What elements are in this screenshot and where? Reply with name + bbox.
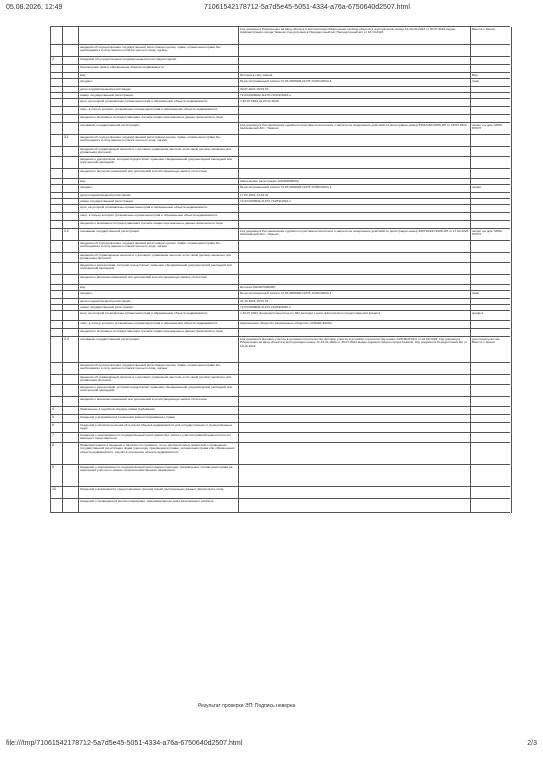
cell-text: [471, 107, 511, 108]
print-page-number: 2/3: [527, 740, 537, 747]
cell-text: [239, 135, 471, 136]
cell-text: [471, 423, 511, 424]
cell-text: [63, 185, 79, 187]
cell-text: предмет:: [80, 185, 93, 189]
cell-text: [471, 285, 511, 286]
cell-text: сведения о возможности предоставления третьим лицам персональных данных физического лица:: [80, 329, 224, 333]
cell-text: с 30.07.2024 по 20.12.2048: [240, 99, 279, 103]
cell-text: прав: [472, 291, 479, 295]
cell-text: [239, 443, 471, 444]
cell-text: [63, 199, 79, 201]
cell-text: запрет на дом 72006, РОСП: [472, 123, 503, 131]
table-cell: [62, 499, 79, 513]
cell-text: Запрещение регистрации (22260006000): [240, 179, 299, 183]
cell-text: срок, на который установлены ограничения прав и обременение объекта недвижимости:: [80, 311, 209, 315]
print-datetime: 05.08.2026, 12:49: [6, 4, 63, 11]
cell-text: Код документа Разрешение на ввод объекта в эксплуатацию Разрешение на ввод объекта в эксплуатацию номер 72-23-01-2024 от 30.07.2024 выдан Администрация города Тюмени; Код документа Передаточный акт Передаточный акт от 18.10.2024: [240, 27, 456, 35]
browser-print-header: [6, 4, 537, 16]
cell-text: [239, 375, 471, 376]
cell-text: прав: [472, 79, 479, 83]
cell-text: № регистрационной записи 72:23:0208002:11276-72/052/2024-1: [240, 185, 332, 189]
cell-text: [239, 499, 471, 500]
cell-text: [239, 423, 471, 424]
cell-text: Код документа Постановление судебного пристава-исполнителя о запрете на совершение действий по регистрации номер 53241/20/72006-ИП от 06.03.2024 Калининский АО г. Тюмени: [240, 123, 467, 131]
cell-text: [63, 433, 79, 435]
cell-text: лицо, в пользу которого установлены ограничения прав и обременение объекта недвижимости:: [80, 213, 219, 217]
cell-text: 3.2: [64, 229, 69, 233]
table-cell: [470, 27, 512, 45]
cell-text: [63, 193, 79, 195]
cell-text: 2: [52, 57, 54, 61]
signature-check-result: Результат проверки ЭП: Подпись неверна: [198, 703, 296, 709]
cell-text: 8: [52, 443, 54, 447]
cell-text: вид:: [80, 73, 87, 77]
cell-text: [239, 115, 471, 116]
cell-text: 3.1: [64, 135, 69, 139]
cell-text: [239, 213, 471, 214]
cell-text: [239, 45, 471, 46]
cell-text: [471, 169, 511, 170]
cell-text: [471, 487, 511, 488]
cell-text: запрет: [472, 185, 482, 189]
cell-text: 72:23:0208002:11276-72/052/2024-1: [240, 199, 291, 203]
cell-text: Заявленные в судебном порядке права требования:: [80, 407, 156, 411]
cell-text: [471, 363, 511, 364]
cell-text: [63, 263, 79, 265]
cell-text: [239, 65, 471, 66]
cell-text: кредита: [472, 311, 484, 315]
cell-text: [239, 157, 471, 158]
cell-text: Сведения об осуществлении государственной регистрации сделки:: [80, 57, 178, 61]
table-row: [50, 26, 510, 45]
cell-text: [471, 193, 511, 194]
cell-text: [471, 385, 511, 386]
cell-text: 3.3: [64, 337, 69, 341]
cell-text: [63, 275, 79, 277]
cell-text: сведения о депозитарии, который осуществляет хранение обездвиженной документарной закладной или электронной закладной:: [80, 385, 233, 393]
table-cell: [78, 499, 239, 513]
table-cell: [78, 465, 239, 487]
cell-text: [239, 407, 471, 408]
cell-text: сведения о депозитарии, который осуществляет хранение обездвиженной документарной закладной или электронной закладной:: [80, 157, 233, 165]
cell-text: сведения об управляющем залогом и о договоре управления залогом, если такой договор заключен для управления ипотекой:: [80, 375, 231, 383]
cell-text: [63, 93, 79, 95]
cell-text: сведения о внесении изменений или дополнений в регистрационную запись об ипотеке:: [80, 169, 208, 173]
cell-text: сведения об управляющем залогом и о договоре управления залогом, если такой договор заключен для управления ипотекой:: [80, 253, 231, 261]
cell-text: [239, 263, 471, 264]
cell-text: сведения о внесении изменений или дополнений в регистрационную запись об ипотеке:: [80, 397, 208, 401]
cell-text: сведения о внесении изменений или дополнений в регистрационную запись об ипотеке:: [80, 275, 208, 279]
cell-text: вид:: [80, 179, 87, 183]
cell-text: [63, 299, 79, 301]
cell-text: [63, 465, 79, 467]
cell-text: [471, 241, 511, 242]
cell-text: дата государственной регистрации:: [80, 87, 132, 91]
cell-text: [63, 107, 79, 109]
cell-text: [239, 57, 471, 58]
table-cell: [470, 465, 512, 487]
cell-text: [471, 299, 511, 300]
cell-text: Правопритязания и сведения о наличии поступивших, но не рассмотренных заявлений о проведении государственной регистрации права (перехода, прекращения права), ограничения права или обременения объекта недвижимости, сделки в отношении объекта недвижимости:: [80, 443, 235, 454]
table-cell: [470, 337, 512, 363]
cell-text: 9: [52, 465, 54, 469]
cell-text: Сведения о возможности предоставления третьим лицам персональных данных физического лица:: [80, 487, 225, 491]
cell-text: [63, 363, 79, 365]
cell-text: Сведения о наличии решения об изъятии объекта недвижимости для государственных и муниципальных нужд:: [80, 423, 233, 431]
table-cell: [62, 337, 79, 363]
table-row: [50, 498, 510, 513]
cell-text: [63, 407, 79, 409]
cell-text: Код документа Постановление судебного пристава-исполнителя о запрете на совершение действий по регистрации номер 360746/24/72006-ИП от 17.02.2024 Калининский АО г. Тюмени: [240, 229, 469, 237]
cell-text: [239, 487, 471, 488]
table-cell: [238, 465, 471, 487]
cell-text: номер государственной регистрации:: [80, 199, 134, 203]
cell-text: сведения об управляющем залогом и о договоре управления залогом, если такой договор заключен для управления ипотекой:: [80, 147, 231, 155]
cell-text: [63, 329, 79, 331]
cell-text: предмет:: [80, 79, 93, 83]
cell-text: [63, 157, 79, 159]
cell-text: [63, 311, 79, 313]
table-cell: [62, 443, 79, 465]
cell-text: дата государственной регистрации:: [80, 299, 132, 303]
table-row: [50, 336, 510, 363]
cell-text: [471, 135, 511, 136]
cell-text: [471, 415, 511, 416]
cell-text: [471, 375, 511, 376]
cell-text: 72:23:0208002:11276-72/052/2024-1: [240, 305, 291, 309]
table-cell: [470, 499, 512, 513]
cell-text: [471, 147, 511, 148]
cell-text: [471, 199, 511, 200]
cell-text: сведения о возможности предоставления третьим лицам персональных данных физического лица:: [80, 115, 224, 119]
cell-text: [239, 385, 471, 386]
cell-text: [471, 407, 511, 408]
cell-text: [471, 87, 511, 88]
cell-text: [471, 397, 511, 398]
cell-text: [63, 385, 79, 387]
cell-text: Код документа Договор участия в долевом строительстве Договор участия в долевом строительстве номер 12/2/ЭКОН/2/4 от 03.02.2023; Код документа Разрешение на ввод объекта в эксплуатацию номер 72-23-01-2024 от 30.07.2024 выдан Администрация города Тюмени; Код документа Передаточный акт от 18.10.2024: [240, 337, 468, 348]
cell-text: сведения об осуществлении государственной регистрации сделки, права, ограничения права без необходимого в силу закона согласия третьего лица, органа:: [80, 135, 221, 143]
cell-text: [471, 93, 511, 94]
cell-text: Ипотека (022007000000): [240, 285, 276, 289]
cell-text: [239, 465, 471, 466]
cell-text: 31.10.2024 15:01:01: [240, 299, 269, 303]
cell-text: [471, 157, 511, 158]
cell-text: [471, 263, 511, 264]
cell-text: Ипотека в силу закона: [240, 73, 273, 77]
cell-text: [63, 241, 79, 243]
cell-text: [63, 79, 79, 81]
table-cell: [238, 499, 471, 513]
cell-text: [471, 65, 511, 66]
table-cell: [238, 27, 471, 45]
cell-text: [63, 253, 79, 255]
cell-text: [471, 205, 511, 206]
cell-text: [239, 363, 471, 364]
cell-text: [471, 321, 511, 322]
cell-text: [63, 27, 79, 29]
cell-text: лицо, в пользу которого установлены ограничения прав и обременение объекта недвижимости:: [80, 321, 219, 325]
table-row: [50, 442, 510, 465]
cell-text: 6: [52, 423, 54, 427]
cell-text: [63, 57, 79, 59]
cell-text: сведения об осуществлении государственной регистрации сделки, права, ограничения права без необходимого в силу закона согласия третьего лица, органа:: [80, 363, 221, 371]
cell-text: [63, 397, 79, 399]
cell-text: [63, 443, 79, 445]
cell-text: вид:: [80, 285, 87, 289]
cell-text: срок, на который установлены ограничения прав и обременение объекта недвижимости:: [80, 205, 209, 209]
cell-text: [471, 45, 511, 46]
cell-text: лицо, в пользу которого установлены ограничения прав и обременение объекта недвижимости:: [80, 107, 219, 111]
cell-text: [63, 415, 79, 417]
cell-text: [471, 57, 511, 58]
cell-text: [239, 221, 471, 222]
cell-text: Акционерное общество Акционерное общество «АЛЬФА-БАНК»: [240, 321, 333, 325]
cell-text: [63, 99, 79, 101]
cell-text: [63, 147, 79, 149]
cell-text: [471, 221, 511, 222]
cell-text: [63, 73, 79, 75]
cell-text: [63, 115, 79, 117]
cell-text: дом строительства, Вместе с Земля: [472, 337, 501, 345]
cell-text: [63, 305, 79, 307]
cell-text: основание государственной регистрации:: [80, 123, 140, 127]
cell-text: [471, 99, 511, 100]
cell-text: [471, 213, 511, 214]
table-cell: [62, 27, 79, 45]
cell-text: сведения об осуществлении государственной регистрации сделки, права, ограничения права без необходимого в силу закона согласия третьего лица, органа:: [80, 241, 221, 249]
cell-text: [471, 433, 511, 434]
cell-text: 10: [52, 487, 56, 491]
cell-text: [63, 285, 79, 287]
cell-text: 5: [52, 415, 54, 419]
cell-text: [239, 329, 471, 330]
cell-text: [471, 115, 511, 116]
cell-text: [63, 87, 79, 89]
cell-text: [471, 179, 511, 180]
table-cell: [78, 443, 239, 465]
registry-table: [50, 26, 510, 710]
table-cell: [238, 337, 471, 363]
cell-text: [63, 45, 79, 47]
cell-text: запрет на дом 72006, РОСП: [472, 229, 503, 237]
table-cell: [78, 337, 239, 363]
cell-text: [239, 397, 471, 398]
cell-text: [239, 275, 471, 276]
cell-text: [239, 415, 471, 416]
cell-text: [63, 123, 79, 125]
cell-text: предмет:: [80, 291, 93, 295]
table-bottom-border: [50, 512, 510, 513]
cell-text: [63, 423, 79, 425]
cell-text: [471, 465, 511, 466]
cell-text: [471, 275, 511, 276]
cell-text: Ограничение прав и обременение объекта недвижимости:: [80, 65, 165, 69]
cell-text: [471, 253, 511, 254]
cell-text: [63, 65, 79, 67]
cell-text: Вместе с Земля: [472, 27, 495, 31]
cell-text: [471, 329, 511, 330]
cell-text: сведения о возможности предоставления третьим лицам персональных данных физического лица:: [80, 221, 224, 225]
cell-text: дата государственной регистрации:: [80, 193, 132, 197]
cell-text: основание государственной регистрации:: [80, 229, 140, 233]
cell-text: [63, 213, 79, 215]
cell-text: [63, 205, 79, 207]
cell-text: № регистрационной записи 72:23:0208002:11276-72/041/2024-1: [240, 79, 332, 83]
table-cell: [470, 443, 512, 465]
cell-text: [63, 499, 79, 501]
cell-text: № регистрационной записи 72:23:0208002:11276-72/041/2024-1: [240, 291, 332, 295]
cell-text: 17.02.2024 14:24:22: [240, 193, 269, 197]
cell-text: [239, 169, 471, 170]
cell-text: сведения о депозитарии, который осуществляет хранение обездвиженной документарной закладной или электронной закладной:: [80, 263, 233, 271]
cell-text: номер государственной регистрации:: [80, 305, 134, 309]
cell-text: 4: [52, 407, 54, 411]
cell-text: номер государственной регистрации:: [80, 93, 134, 97]
cell-text: Сведения о проведении в жилом помещении, многоквартирном доме капитального ремонта:: [80, 499, 214, 503]
cell-text: [63, 487, 79, 489]
table-cell: [78, 27, 239, 45]
cell-text: [471, 305, 511, 306]
print-url: file:///tmp/71061542178712-5a7d5e45-5051-4334-a76a-6750640d2507.html: [6, 740, 243, 747]
cell-text: [239, 205, 471, 206]
cell-text: с 30.07.2024 продолжительностью по 362 месяцев с даты фактического предоставления кредита: [240, 311, 381, 315]
cell-text: [63, 169, 79, 171]
cell-text: Вид: [472, 73, 478, 77]
cell-text: 7: [52, 433, 54, 437]
cell-text: [63, 221, 79, 223]
cell-text: основание государственной регистрации:: [80, 337, 140, 341]
cell-text: [471, 443, 511, 444]
cell-text: Сведения о невозможности государственной регистрации перехода, прекращения, ограничения права на земельный участок из земель сельскохозяйственного назначения:: [80, 465, 233, 473]
print-title: 71061542178712-5a7d5e45-5051-4334-a76a-6750640d2507.html: [204, 4, 410, 11]
cell-text: [239, 433, 471, 434]
cell-text: [471, 499, 511, 500]
cell-text: срок, на который установлены ограничения прав и обременение объекта недвижимости:: [80, 99, 209, 103]
table-cell: [238, 443, 471, 465]
cell-text: [63, 291, 79, 293]
cell-text: Сведения о возражении в отношении зарегистрированного права:: [80, 415, 176, 419]
cell-text: [63, 321, 79, 323]
cell-text: [63, 179, 79, 181]
table-row: [50, 464, 510, 487]
cell-text: [239, 253, 471, 254]
cell-text: 72:23:0208002:11276-72/041/2024-1: [240, 93, 291, 97]
cell-text: [239, 241, 471, 242]
cell-text: 30.07.2024 15:04:15: [240, 87, 269, 91]
cell-text: Сведения о невозможности государственной регистрации без личного участия правообладателя или его законного представителя:: [80, 433, 232, 441]
cell-text: [239, 147, 471, 148]
cell-text: [63, 375, 79, 377]
cell-text: сведения об осуществлении государственной регистрации сделки, права, ограничения права без необходимого в силу закона согласия третьего лица, органа:: [80, 45, 221, 53]
table-cell: [62, 465, 79, 487]
browser-print-footer: [6, 740, 537, 752]
cell-text: [239, 107, 471, 108]
cell-text: [79, 27, 239, 28]
